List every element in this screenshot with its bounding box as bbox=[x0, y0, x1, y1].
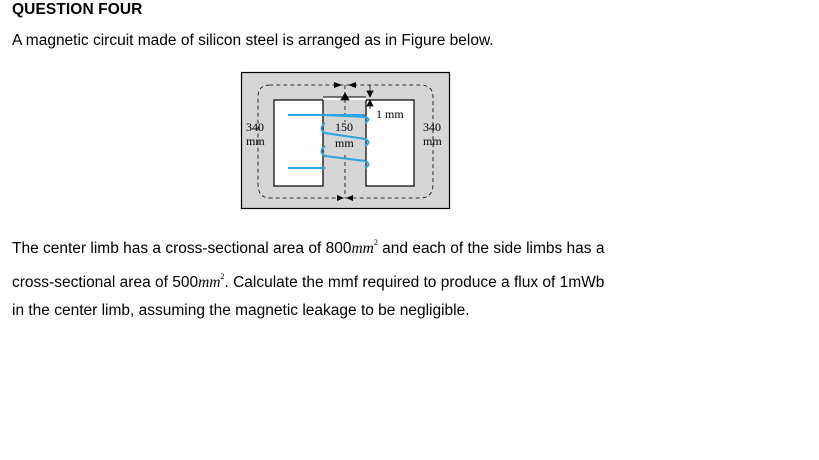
line1-text-b: and each of the side limbs has a bbox=[377, 240, 605, 257]
paragraph-line-1 bbox=[12, 238, 604, 258]
line2-exponent: 2 bbox=[220, 272, 225, 281]
right-limb-value: 340 bbox=[423, 120, 441, 134]
paragraph-line-3: in the center limb, assuming the magnetic leakage to be negligible. bbox=[12, 302, 470, 319]
line2-text-b: . Calculate the mmf required to produce a flux of 1mWb bbox=[224, 274, 605, 291]
center-limb-value: 150 bbox=[335, 120, 353, 134]
line1-text-a: The center limb has a cross-sectional area of 800 bbox=[12, 240, 352, 257]
question-heading: QUESTION FOUR bbox=[12, 1, 143, 18]
line1-exponent: 2 bbox=[373, 238, 378, 247]
paragraph-line-2 bbox=[12, 272, 604, 292]
right-limb-unit: mm bbox=[423, 134, 442, 148]
air-gap-label: 1 mm bbox=[376, 107, 404, 121]
left-limb-value: 340 bbox=[246, 120, 264, 134]
magnetic-circuit-diagram bbox=[240, 71, 451, 211]
line2-unit-text: mm bbox=[198, 274, 221, 291]
center-limb-unit: mm bbox=[335, 136, 354, 150]
intro-text: A magnetic circuit made of silicon steel is arranged as in Figure below. bbox=[12, 32, 494, 49]
line2-unit bbox=[198, 274, 224, 291]
line1-unit-text: mm bbox=[351, 240, 374, 257]
left-limb-unit: mm bbox=[246, 134, 265, 148]
line1-unit bbox=[351, 240, 377, 257]
magnetic-circuit-figure bbox=[240, 71, 451, 211]
left-window bbox=[274, 100, 323, 186]
line2-text-a: cross-sectional area of 500 bbox=[12, 274, 199, 291]
